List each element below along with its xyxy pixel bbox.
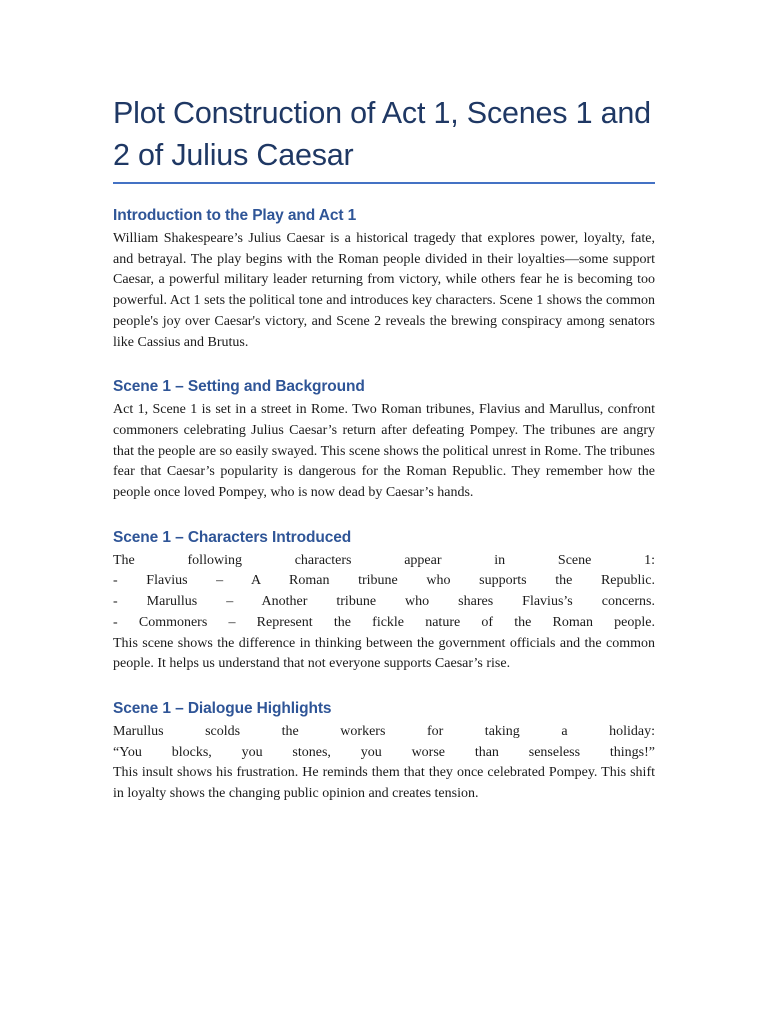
section-heading: Scene 1 – Characters Introduced	[113, 528, 352, 546]
dialogue-intro-line: Marullus scolds the workers for taking a holiday:	[113, 723, 655, 739]
section-paragraph-text: This scene shows the difference in thinking between the government officials and the common people. It helps us understand that not everyone supports Caesar’s rise.	[113, 635, 655, 672]
section-paragraph: William Shakespeare’s Julius Caesar is a historical tragedy that explores power, loyalty, fate, and betrayal. The play begins with the Roman people divided in their loyalties—some support Caesar, a powerful military leader returning from victory, while others fear he is becoming too powerful. Act 1 sets the political tone and introduces key characters. Scene 1 shows the common people's joy over Caesar's victory, and Scene 2 reveals the brewing conspiracy among senators like Cassius and Brutus.	[113, 231, 655, 350]
document-page	[113, 92, 655, 829]
section-paragraph: Act 1, Scene 1 is set in a street in Rome. Two Roman tribunes, Flavius and Marullus, confront commoners celebrating Julius Caesar’s return after defeating Pompey. The tribunes are angry that the people are so easily swayed. This scene shows the political unrest in Rome. The tribunes fear that Caesar’s popularity is dangerous for the Roman Republic. They remember how the people once loved Pompey, who is now dead by Caesar’s hands.	[113, 402, 655, 501]
section-paragraph-text: This insult shows his frustration. He reminds them that they once celebrated Pompey. This shift in loyalty shows the changing public opinion and creates tension.	[113, 765, 655, 802]
character-list-intro: The following characters appear in Scene 1:	[113, 552, 655, 568]
section-heading: Scene 1 – Setting and Background	[113, 378, 365, 396]
character-list-item: - Flavius – A Roman tribune who supports the Republic.	[113, 573, 655, 589]
section-paragraph	[113, 551, 655, 675]
dialogue-quote: “You blocks, you stones, you worse than senseless things!”	[113, 744, 655, 760]
title-underline	[113, 182, 655, 184]
character-list-item: - Commoners – Represent the fickle nature of the Roman people.	[113, 614, 655, 630]
section-paragraph	[113, 722, 655, 805]
section-heading: Introduction to the Play and Act 1	[113, 207, 357, 224]
character-list-item: - Marullus – Another tribune who shares Flavius’s concerns.	[113, 594, 655, 610]
section-setting-background	[113, 377, 655, 504]
section-introduction	[113, 206, 655, 353]
section-heading: Scene 1 – Dialogue Highlights	[113, 699, 332, 717]
section-characters-introduced	[113, 528, 655, 675]
document-title: Plot Construction of Act 1, Scenes 1 and 2 of Julius Caesar	[113, 96, 651, 172]
section-dialogue-highlights	[113, 699, 655, 805]
